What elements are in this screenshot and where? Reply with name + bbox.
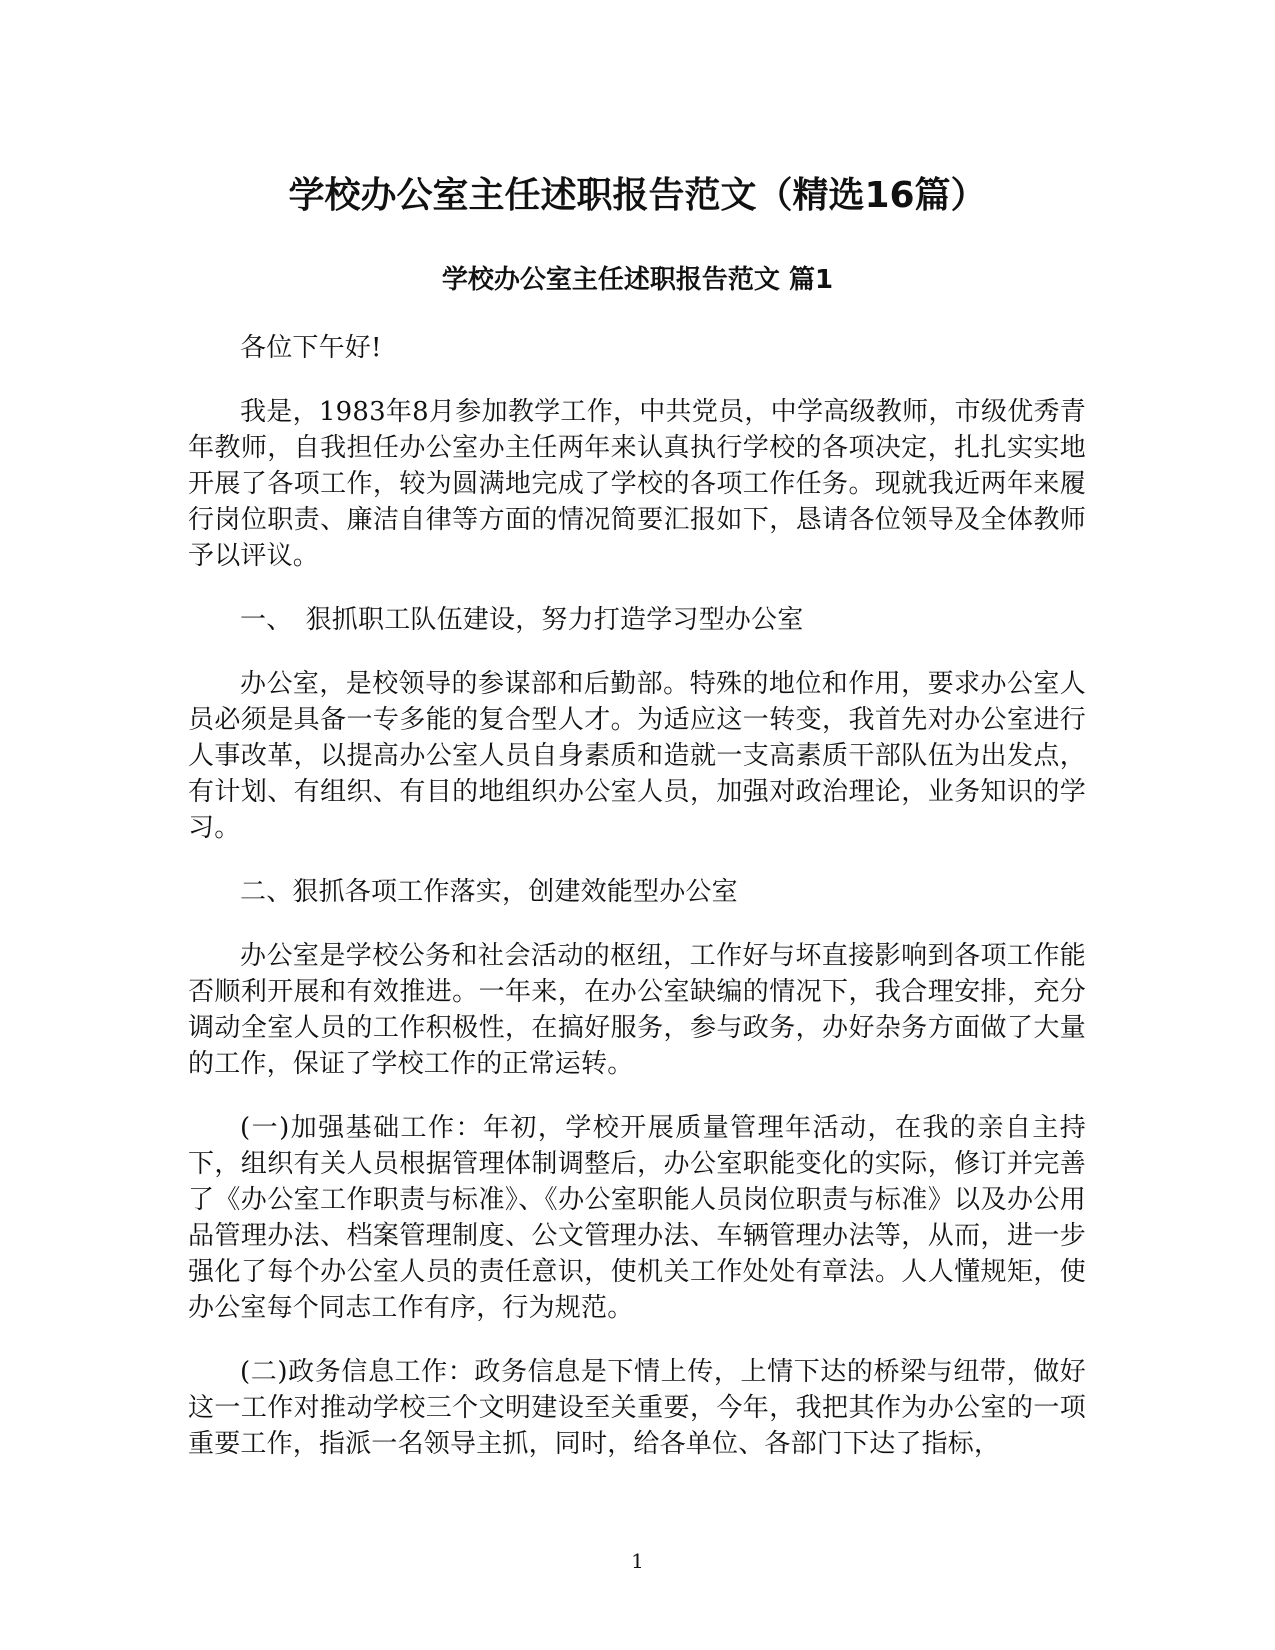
paragraph-introduction: 我是，1983年8月参加教学工作，中共党员，中学高级教师，市级优秀青年教师，自我担任办公室办主任两年来认真执行学校的各项决定，扎扎实实地开展了各项工作，较为圆满地完成了学校的各项工作任务。现就我近两年来履行岗位职责、廉洁自律等方面的情况简要汇报如下，恳请各位领导及全体教师予以评议。 bbox=[188, 397, 1086, 571]
document-title: 学校办公室主任述职报告范文（精选16篇） bbox=[288, 175, 987, 216]
paragraph-heading-one: 一、 狠抓职工队伍建设，努力打造学习型办公室 bbox=[240, 605, 804, 635]
paragraph-greeting: 各位下午好! bbox=[240, 333, 382, 363]
paragraph-basic-work: (一)加强基础工作：年初，学校开展质量管理年活动，在我的亲自主持下，组织有关人员根据管理体制调整后，办公室职能变化的实际，修订并完善了《办公室工作职责与标准》、《办公室职能人员岗位职责与标准》以及办公用品管理办法、档案管理制度、公文管理办法、车辆管理办法等，从而，进一步强化了每个办公室人员的责任意识，使机关工作处处有章法。人人懂规矩，使办公室每个同志工作有序，行为规范。 bbox=[188, 1113, 1086, 1323]
paragraph-office-hub: 办公室是学校公务和社会活动的枢纽，工作好与坏直接影响到各项工作能否顺利开展和有效推进。一年来，在办公室缺编的情况下，我合理安排，充分调动全室人员的工作积极性，在搞好服务，参与政务，办好杂务方面做了大量的工作，保证了学校工作的正常运转。 bbox=[188, 941, 1086, 1079]
page-number: 1 bbox=[631, 1549, 644, 1573]
paragraph-government-info: (二)政务信息工作：政务信息是下情上传，上情下达的桥梁与纽带，做好这一工作对推动学校三个文明建设至关重要，今年，我把其作为办公室的一项重要工作，指派一名领导主抓，同时，给各单位、各部门下达了指标， bbox=[188, 1357, 1086, 1459]
paragraph-office-team: 办公室，是校领导的参谋部和后勤部。特殊的地位和作用，要求办公室人员必须是具备一专多能的复合型人才。为适应这一转变，我首先对办公室进行人事改革，以提高办公室人员自身素质和造就一支高素质干部队伍为出发点，有计划、有组织、有目的地组织办公室人员，加强对政治理论，业务知识的学习。 bbox=[188, 669, 1086, 843]
paragraph-heading-two: 二、狠抓各项工作落实，创建效能型办公室 bbox=[240, 877, 738, 907]
document-body bbox=[188, 330, 1086, 1490]
section-heading: 学校办公室主任述职报告范文 篇1 bbox=[441, 265, 834, 295]
